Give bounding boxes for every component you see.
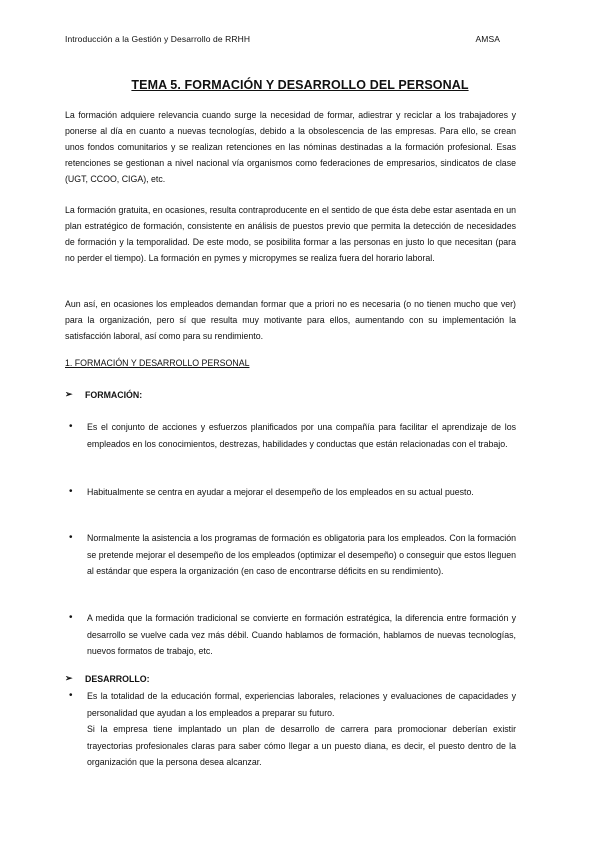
desarrollo-heading [65, 673, 150, 684]
formacion-heading [65, 389, 142, 400]
intro-paragraph-1: La formación adquiere relevancia cuando surge la necesidad de formar, adiestrar y reciclar a los trabajadores y ponerse al día en cuanto a nuevas tecnologías, debido a la obsolescencia de las empresas. Para ello, se crean unos fondos comunitarios y se realizan retenciones en las nóminas destinadas a la formación profesional. Esas retenciones se gestionan a nivel nacional vía organismos como federaciones de empresarios, sindicatos de clase (UGT, CCOO, CIGA), etc. [65, 110, 516, 184]
bullet-dot-icon: • [69, 612, 73, 623]
list-item [65, 688, 516, 771]
intro-paragraph-2: La formación gratuita, en ocasiones, resulta contraproducente en el sentido de que ésta debe estar asentada en un plan estratégico de formación, consistente en análisis de puestos previo que permita la detección de necesidades de formación y la temporalidad. De este modo, se posibilita formar a las personas en justo lo que necesitan (para no perder el tiempo). La formación en pymes y micropymes se realiza fuera del horario laboral. [65, 205, 516, 263]
desarrollo-bullet: Es la totalidad de la educación formal, experiencias laborales, relaciones y evaluaciones de capacidades y personalidad que ayudan a los empleados a preparar su futuro. [87, 691, 516, 718]
list-item [65, 610, 516, 660]
arrow-bullet-icon: ➢ [65, 389, 73, 399]
header-author: AMSA [475, 34, 500, 44]
list-item [65, 484, 516, 501]
page-header [65, 34, 500, 44]
bullet-dot-icon: • [69, 532, 73, 543]
formacion-bullet-1: Es el conjunto de acciones y esfuerzos planificados por una compañía para facilitar el aprendizaje de los empleados en los conocimientos, destrezas, habilidades y conductas que están relacionadas con el trabajo. [87, 422, 516, 449]
bullet-dot-icon: • [69, 486, 73, 497]
formacion-bullet-2: Habitualmente se centra en ayudar a mejorar el desempeño de los empleados en su actual puesto. [87, 487, 474, 497]
list-item [65, 530, 516, 580]
desarrollo-bullet-continuation: Si la empresa tiene implantado un plan de desarrollo de carrera para promocionar deberían existir trayectorias profesionales claras para saber cómo llegar a un puesto diana, es decir, el puesto dentro de la organización que la persona desea alcanzar. [87, 724, 516, 767]
list-item [65, 419, 516, 452]
formacion-bullet-3: Normalmente la asistencia a los programas de formación es obligatoria para los empleados. Con la formación se pretende mejorar el desempeño de los empleados (optimizar el desempeño) o conseguir que estos lleguen al estándar que espera la organización (en caso de encontrarse déficits en su rendimiento). [87, 533, 516, 576]
desarrollo-heading-label: DESARROLLO: [85, 673, 150, 684]
intro-paragraph-3: Aun así, en ocasiones los empleados demandan formar que a priori no es necesaria (o no tienen mucho que ver) para la organización, pero sí que resulta muy motivante para ellos, aumentando con su implementación la satisfacción laboral, así como para su rendimiento. [65, 299, 516, 341]
formacion-heading-label: FORMACIÓN: [85, 389, 143, 400]
bullet-dot-icon: • [69, 690, 73, 701]
chapter-title: TEMA 5. FORMACIÓN Y DESARROLLO DEL PERSONAL [131, 78, 469, 92]
section-heading: 1. FORMACIÓN Y DESARROLLO PERSONAL [65, 358, 250, 368]
arrow-bullet-icon: ➢ [65, 673, 73, 683]
bullet-dot-icon: • [69, 421, 73, 432]
formacion-bullet-4: A medida que la formación tradicional se convierte en formación estratégica, la diferencia entre formación y desarrollo se vuelve cada vez más débil. Cuando hablamos de formación, hablamos de nuevas tecnologías, nuevos formatos de trabajo, etc. [87, 613, 516, 656]
header-course-title: Introducción a la Gestión y Desarrollo de RRHH [65, 34, 251, 44]
